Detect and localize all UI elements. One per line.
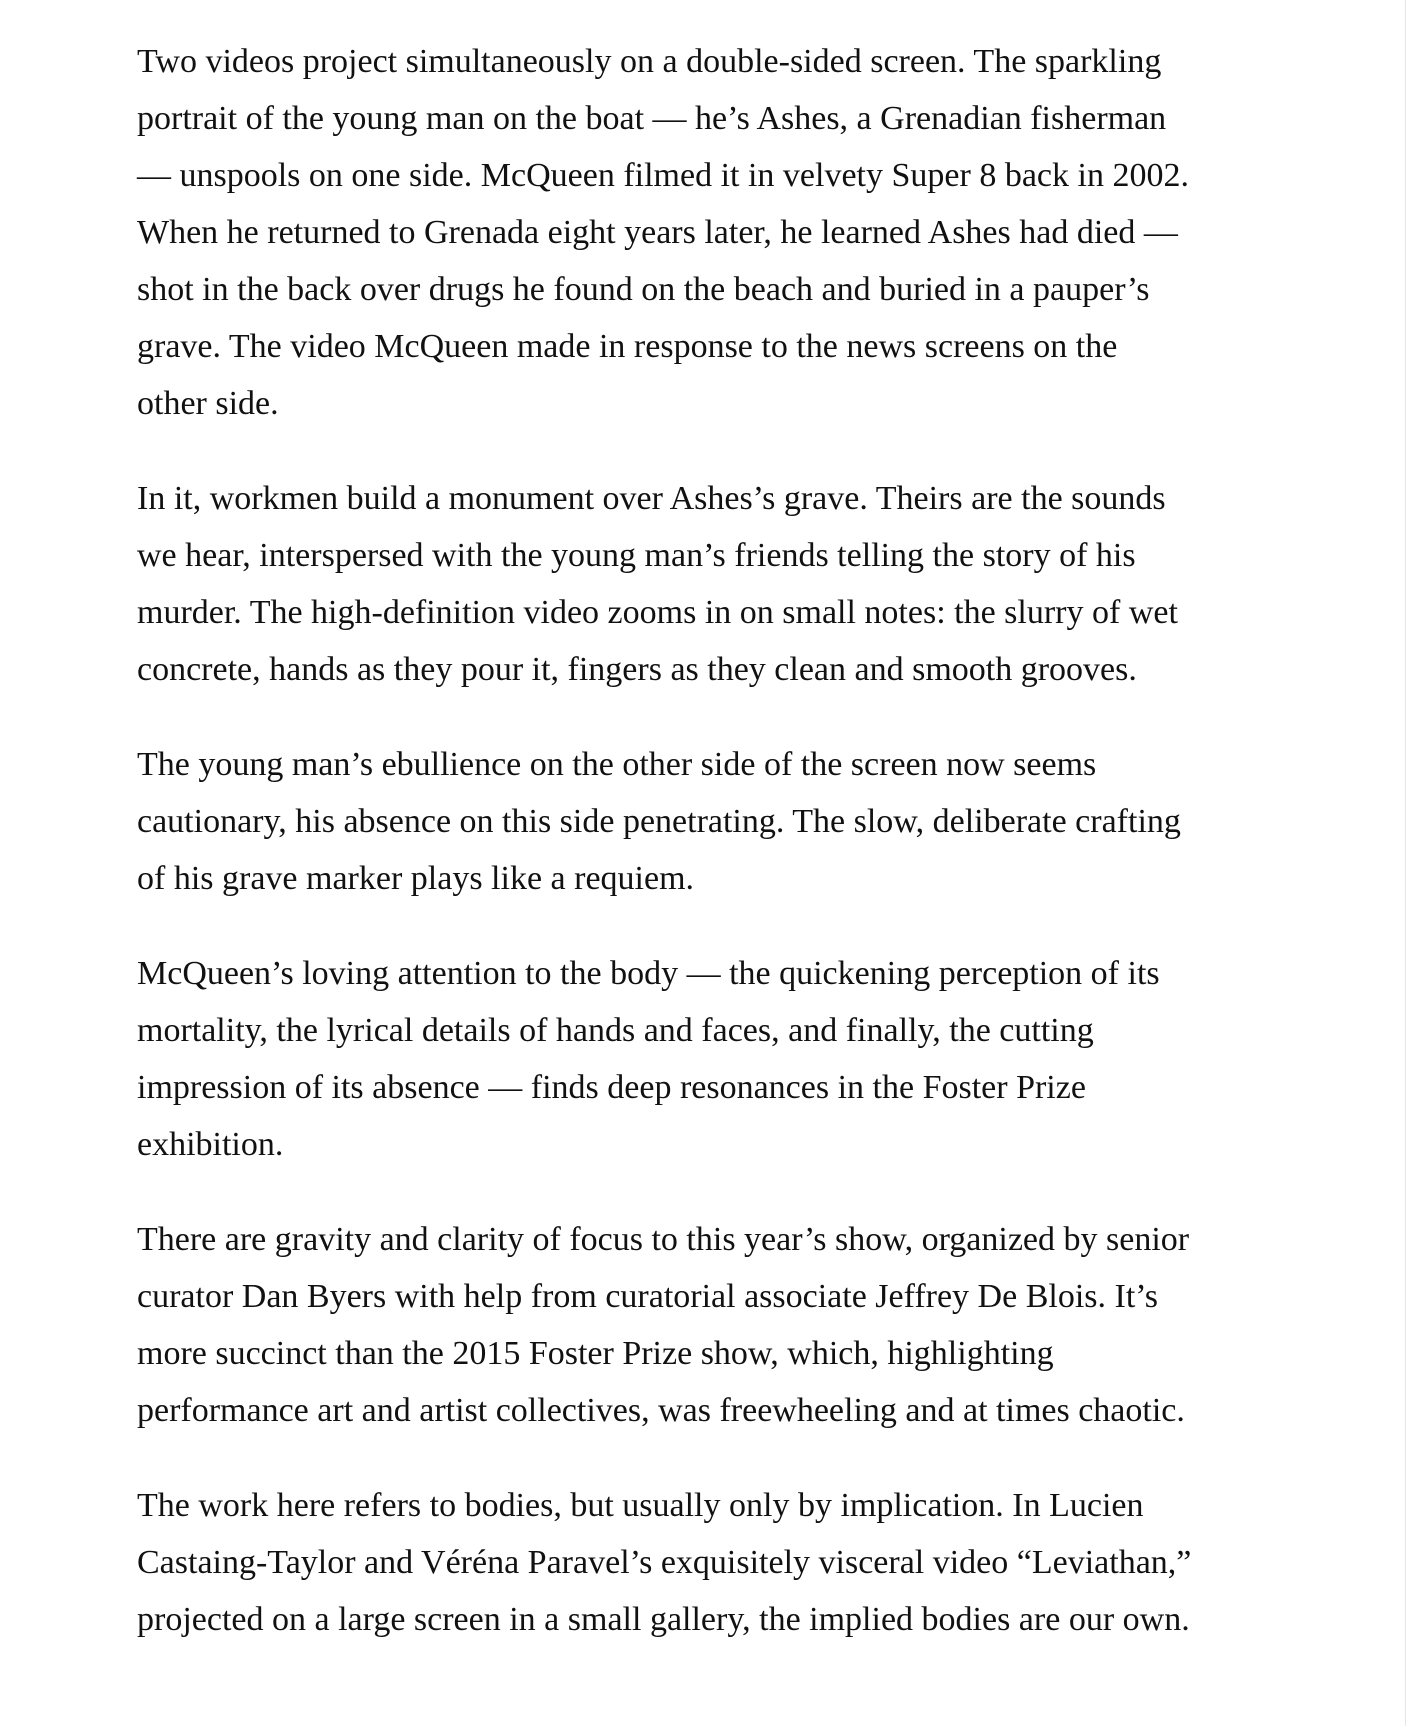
paragraph-line: mortality, the lyrical details of hands and faces, and finally, the cutting <box>137 1012 1094 1049</box>
paragraph-line: The young man’s ebullience on the other side of the screen now seems <box>137 746 1097 783</box>
paragraph-line: curator Dan Byers with help from curatorial associate Jeffrey De Blois. It’s <box>137 1278 1158 1315</box>
article-body <box>137 33 1317 1686</box>
paragraph-line: impression of its absence — finds deep resonances in the Foster Prize <box>137 1069 1086 1106</box>
paragraph-line: of his grave marker plays like a requiem. <box>137 860 695 897</box>
paragraph-line: exhibition. <box>137 1126 284 1163</box>
paragraph-line: we hear, interspersed with the young man’s friends telling the story of his <box>137 537 1136 574</box>
article-paragraph <box>137 33 1317 432</box>
paragraph-line: shot in the back over drugs he found on the beach and buried in a pauper’s <box>137 271 1150 308</box>
paragraph-line: cautionary, his absence on this side penetrating. The slow, deliberate crafting <box>137 803 1181 840</box>
paragraph-line: grave. The video McQueen made in response to the news screens on the <box>137 328 1118 365</box>
article-paragraph <box>137 1211 1317 1439</box>
paragraph-line: The work here refers to bodies, but usually only by implication. In Lucien <box>137 1487 1144 1524</box>
paragraph-line: projected on a large screen in a small gallery, the implied bodies are our own. <box>137 1601 1190 1638</box>
paragraph-line: murder. The high-definition video zooms in on small notes: the slurry of wet <box>137 594 1178 631</box>
paragraph-line: more succinct than the 2015 Foster Prize show, which, highlighting <box>137 1335 1054 1372</box>
paragraph-line: Castaing-Taylor and Véréna Paravel’s exquisitely visceral video “Leviathan,” <box>137 1544 1192 1581</box>
paragraph-line: performance art and artist collectives, was freewheeling and at times chaotic. <box>137 1392 1185 1429</box>
article-paragraph <box>137 470 1317 698</box>
paragraph-line: In it, workmen build a monument over Ashes’s grave. Theirs are the sounds <box>137 480 1166 517</box>
article-paragraph <box>137 945 1317 1173</box>
paragraph-line: There are gravity and clarity of focus to this year’s show, organized by senior <box>137 1221 1190 1258</box>
paragraph-line: McQueen’s loving attention to the body — the quickening perception of its <box>137 955 1160 992</box>
paragraph-line: concrete, hands as they pour it, fingers as they clean and smooth grooves. <box>137 651 1137 688</box>
paragraph-line: other side. <box>137 385 279 422</box>
paragraph-line: When he returned to Grenada eight years later, he learned Ashes had died — <box>137 214 1178 251</box>
article-paragraph <box>137 1477 1317 1648</box>
article-paragraph <box>137 736 1317 907</box>
paragraph-line: portrait of the young man on the boat — he’s Ashes, a Grenadian fisherman <box>137 100 1167 137</box>
paragraph-line: Two videos project simultaneously on a double-sided screen. The sparkling <box>137 43 1162 80</box>
paragraph-line: — unspools on one side. McQueen filmed it in velvety Super 8 back in 2002. <box>137 157 1189 194</box>
